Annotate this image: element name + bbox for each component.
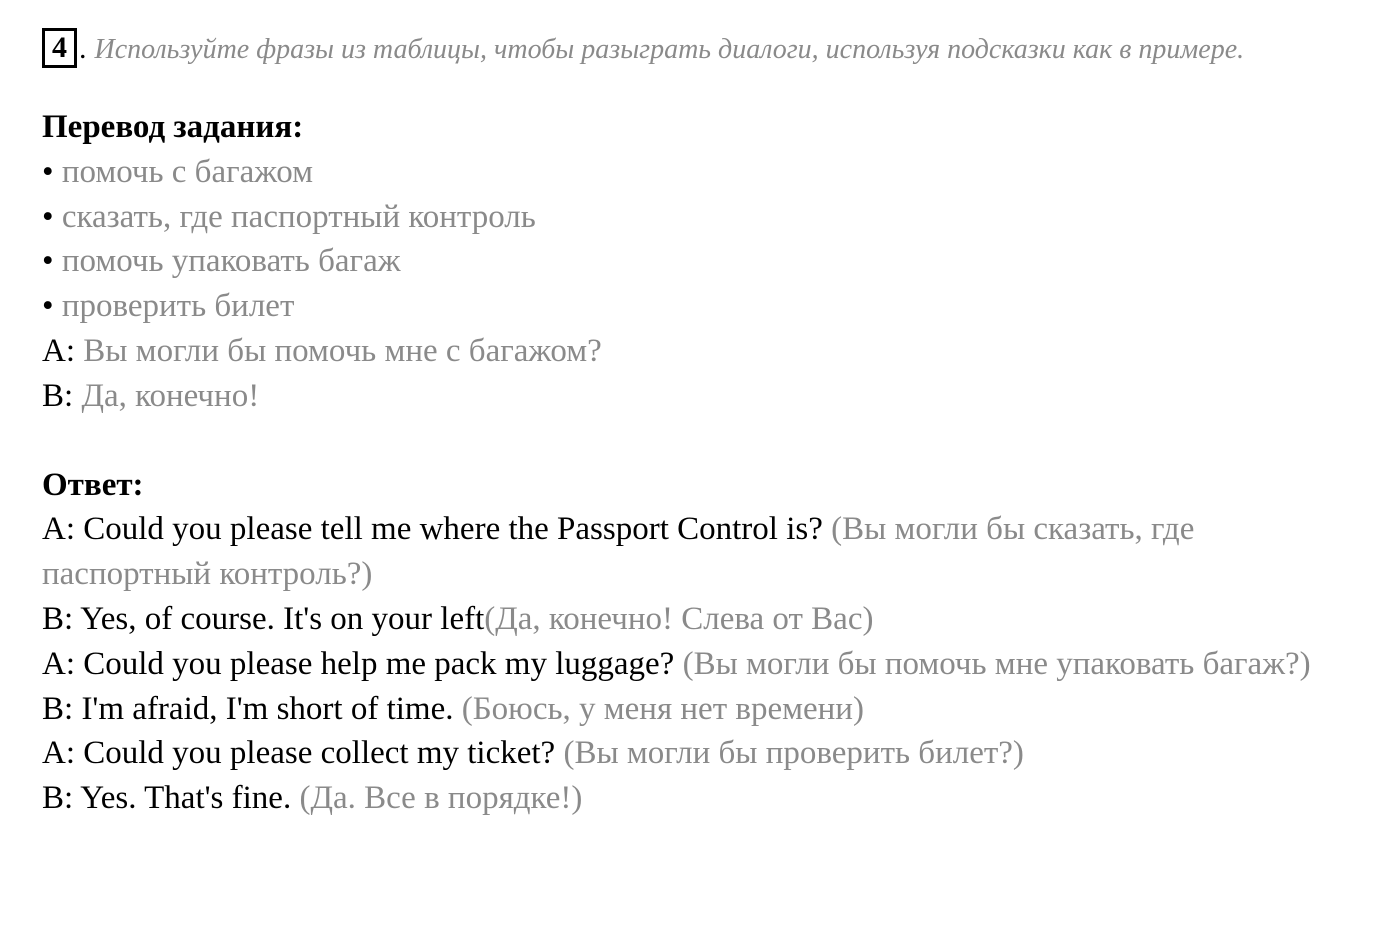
dialogue-line <box>42 597 1342 642</box>
bullet-text: сказать, где паспортный контроль <box>61 198 536 235</box>
speaker-label: B: <box>42 600 74 637</box>
russian-translation: (Да, конечно! Слева от Вас) <box>484 600 874 637</box>
russian-translation: (Вы могли бы проверить билет?) <box>563 735 1024 772</box>
russian-translation: (Вы могли бы сказать, где паспортный контроль?) <box>42 511 1195 593</box>
speaker-label: A: <box>42 645 75 682</box>
english-text: Yes, of course. It's on your left <box>80 600 485 637</box>
bullet-item <box>42 195 1342 240</box>
speaker-label: A: <box>42 511 75 548</box>
russian-translation: (Вы могли бы помочь мне упаковать багаж?) <box>682 645 1311 682</box>
task-number-dot: . <box>79 32 87 65</box>
document-page <box>42 28 1342 821</box>
english-text: Yes. That's fine. <box>80 780 292 817</box>
answer-section <box>42 463 1342 821</box>
bullet-text: проверить билет <box>61 288 295 325</box>
spacer <box>42 71 1342 105</box>
english-text: Could you please help me pack my luggage? <box>83 645 675 682</box>
bullet-item <box>42 150 1342 195</box>
dialogue-line <box>42 642 1342 687</box>
example-text: Да, конечно! <box>81 377 260 414</box>
bullet-item <box>42 284 1342 329</box>
english-text: I'm afraid, I'm short of time. <box>81 690 454 727</box>
english-text: Could you please tell me where the Passport Control is? <box>83 511 823 548</box>
translation-section <box>42 105 1342 419</box>
bullet-symbol: • <box>42 153 54 190</box>
speaker-label: A: <box>42 332 75 369</box>
bullet-symbol: • <box>42 198 54 235</box>
russian-translation: (Да. Все в порядке!) <box>299 780 583 817</box>
example-text: Вы могли бы помочь мне с багажом? <box>83 332 602 369</box>
dialogue-line <box>42 731 1342 776</box>
speaker-label: B: <box>42 690 74 727</box>
speaker-label: B: <box>42 780 74 817</box>
translation-title: Перевод задания: <box>42 109 304 145</box>
answer-title: Ответ: <box>42 466 144 503</box>
dialogue-line <box>42 687 1342 732</box>
task-number-box: 4 <box>42 28 77 68</box>
russian-translation: (Боюсь, у меня нет времени) <box>461 690 864 727</box>
example-line <box>42 329 1342 374</box>
spacer <box>42 419 1342 463</box>
bullet-symbol: • <box>42 288 54 325</box>
speaker-label: B: <box>42 377 74 414</box>
dialogue-line <box>42 507 1342 597</box>
dialogue-line <box>42 776 1342 821</box>
bullet-symbol: • <box>42 243 54 280</box>
bullet-item <box>42 239 1342 284</box>
example-line <box>42 374 1342 419</box>
task-header <box>42 28 1342 71</box>
task-instruction: Используйте фразы из таблицы, чтобы разыграть диалоги, используя подсказки как в примере. <box>94 34 1245 65</box>
bullet-text: помочь с багажом <box>61 153 314 190</box>
bullet-text: помочь упаковать багаж <box>61 243 401 280</box>
speaker-label: A: <box>42 735 75 772</box>
english-text: Could you please collect my ticket? <box>83 735 556 772</box>
